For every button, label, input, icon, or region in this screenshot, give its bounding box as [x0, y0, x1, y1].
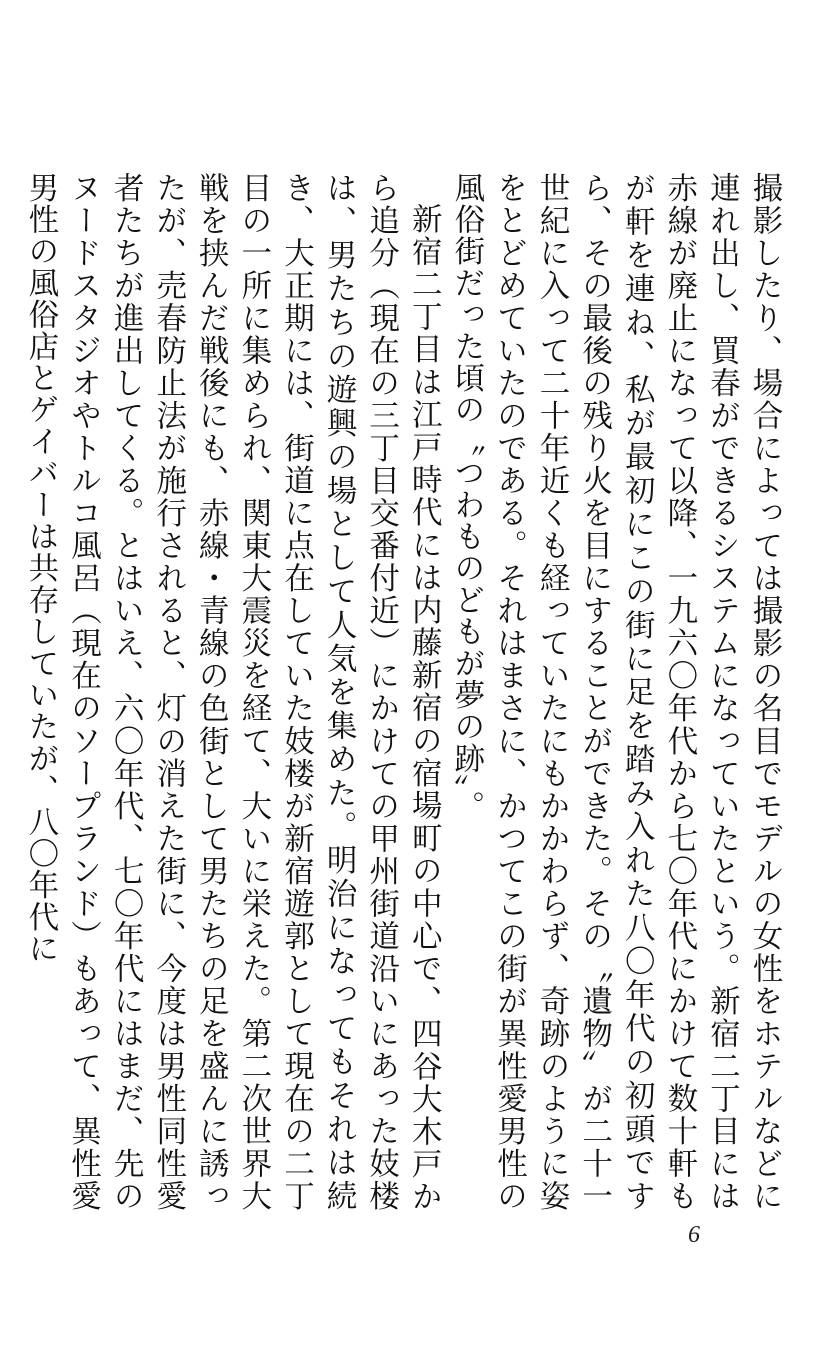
vertical-body-text: [22, 172, 785, 1212]
paragraph-shinjuku-history: 新宿二丁目は江戸時代には内藤新宿の宿場町の中心で、四谷大木戸から追分（現在の三丁目交番付近）にかけての甲州街道沿いにあった妓楼は、男たちの遊興の場として人気を集めた。明治になってもそれは続き、大正期には、街道に点在していた妓楼が新宿遊郭として現在の二丁目の一所に集められ、関東大震災を経て、大いに栄えた。第二次世界大戦を挟んだ戦後にも、赤線・青線の色街として男たちの足を盛んに誘ったが、売春防止法が施行されると、灯の消えた街に、今度は男性同性愛者たちが進出してくる。とはいえ、六〇年代、七〇年代にはまだ、先のヌードスタジオやトルコ風呂（現在のソープランド）もあって、異性愛男性の風俗店とゲイバーは共存していたが、八〇年代に: [22, 172, 442, 1212]
page-number: 6: [688, 1222, 700, 1248]
paragraph-continued: 撮影したり、場合によっては撮影の名目でモデルの女性をホテルなどに連れ出し、買春ができるシステムになっていたという。新宿二丁目には赤線が廃止になって以降、一九六〇年代から七〇年代にかけて数十軒もが軒を連ね、私が最初にこの街に足を踏み入れた八〇年代の初頭ですら、その最後の残り火を目にすることができた。その〝遺物〟が二十一世紀に入って二十年近くも経っていたにもかかわらず、奇跡のように姿をとどめていたのである。それはまさに、かつてこの街が異性愛男性の風俗街だった頃の〝つわものどもが夢の跡〟。: [448, 172, 782, 1212]
